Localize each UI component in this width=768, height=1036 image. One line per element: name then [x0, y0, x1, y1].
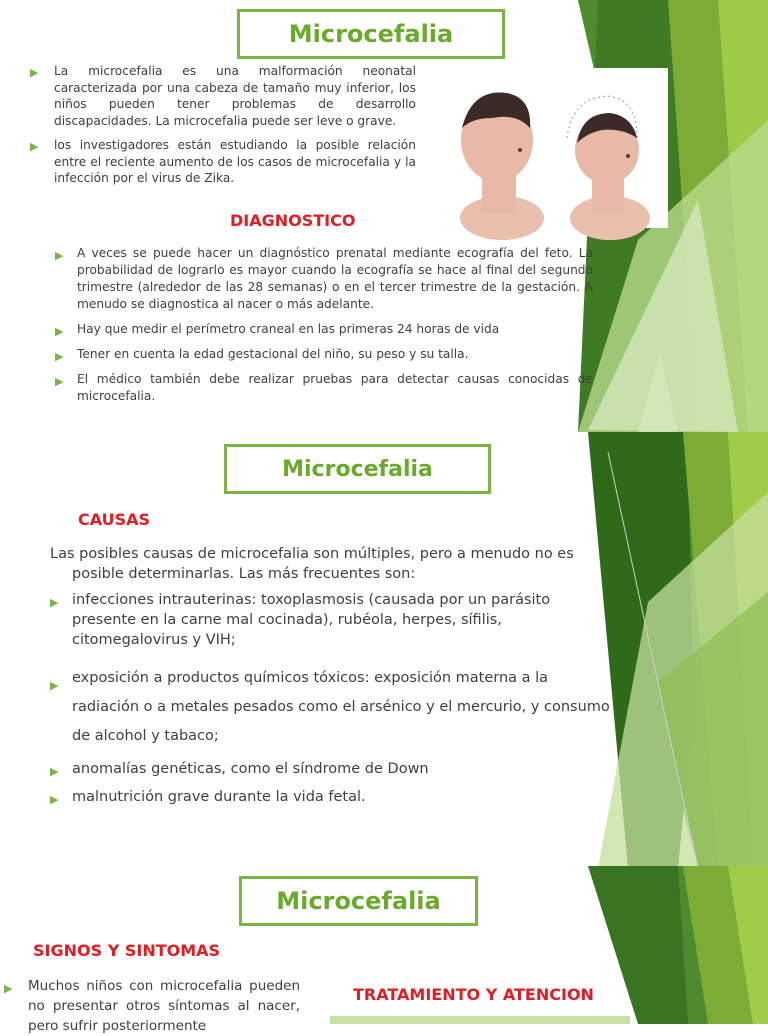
tratamiento-box-edge — [330, 1016, 630, 1024]
list-item: ▶ malnutrición grave durante la vida fetal. — [50, 787, 615, 807]
list-item: ▶ La microcefalia es una malformación neonatal caracterizada por una cabeza de tamaño muy inferior, los niños pueden tener problemas de desarrollo discapacidades. La microcefalia puede ser leve o grave. — [30, 64, 416, 128]
bullet-arrow-icon: ▶ — [4, 982, 13, 995]
bullet-arrow-icon: ▶ — [50, 679, 59, 692]
list-item: ▶ Muchos niños con microcefalia pueden no presentar otros síntomas al nacer, pero sufrir posteriormente — [4, 978, 300, 1034]
list-item: ▶ Tener en cuenta la edad gestacional del niño, su peso y su talla. — [55, 347, 469, 363]
bullet-arrow-icon: ▶ — [55, 249, 64, 262]
slide-title — [237, 9, 505, 59]
green-decoration — [588, 432, 768, 868]
signos-bullet-list — [0, 976, 300, 1036]
green-decoration — [588, 866, 768, 1024]
causas-intro: Las posibles causas de microcefalia son múltiples, pero a menudo no es posible determinarlas. Las más frecuentes son: — [50, 546, 574, 582]
slide-3 — [0, 866, 768, 1034]
bullet-arrow-icon: ▶ — [30, 140, 39, 153]
bullet-arrow-icon: ▶ — [30, 66, 39, 79]
causas-bullet-list — [50, 590, 615, 807]
slide-2 — [0, 432, 768, 868]
list-item: ▶ infecciones intrauterinas: toxoplasmosis (causada por un parásito presente en la carne mal cocinada), rubéola, herpes, sífilis, citomegalovirus y VIH; — [50, 592, 551, 648]
slide-title-text: Microcefalia — [288, 20, 454, 48]
list-item: ▶ exposición a productos químicos tóxicos: exposición materna a la radiación o a metales pesados como el arsénico y el mercurio, y consumo de alcohol y tabaco; — [50, 670, 610, 744]
bullet-arrow-icon: ▶ — [50, 596, 59, 609]
list-item: ▶ El médico también debe realizar pruebas para detectar causas conocidas de microcefalia. — [55, 372, 593, 403]
causas-heading: CAUSAS — [78, 510, 151, 529]
diagnostico-bullet-list — [55, 245, 593, 413]
baby-profile-illustration — [432, 68, 668, 228]
bullet-arrow-icon: ▶ — [50, 793, 59, 806]
slide-title — [239, 876, 478, 926]
bullet-arrow-icon: ▶ — [55, 375, 64, 388]
list-item: ▶ los investigadores están estudiando la posible relación entre el reciente aumento de los casos de microcefalia y la infección por el virus de Zika. — [30, 138, 416, 185]
slide-title — [224, 444, 491, 494]
diagnostico-heading: DIAGNOSTICO — [230, 211, 356, 230]
intro-bullet-list — [30, 63, 416, 195]
slide-1 — [0, 0, 768, 432]
bullet-arrow-icon: ▶ — [50, 765, 59, 778]
list-item: ▶ anomalías genéticas, como el síndrome de Down — [50, 759, 615, 779]
list-item: ▶ A veces se puede hacer un diagnóstico prenatal mediante ecografía del feto. La probabilidad de lograrlo es mayor cuando la ecografía se hace al final del segundo trimestre (alrededor de las 28 semanas) o en el tercer trimestre de la gestación. A menudo se diagnostica al nacer o más adelante. — [55, 246, 593, 311]
slide-title-text: Microcefalia — [282, 456, 433, 482]
bullet-arrow-icon: ▶ — [55, 350, 64, 363]
tratamiento-heading: TRATAMIENTO Y ATENCION — [353, 985, 594, 1004]
slide-title-text: Microcefalia — [276, 887, 441, 915]
signos-heading: SIGNOS Y SINTOMAS — [33, 941, 221, 960]
list-item: ▶ Hay que medir el perímetro craneal en las primeras 24 horas de vida — [55, 322, 500, 338]
bullet-arrow-icon: ▶ — [55, 325, 64, 338]
